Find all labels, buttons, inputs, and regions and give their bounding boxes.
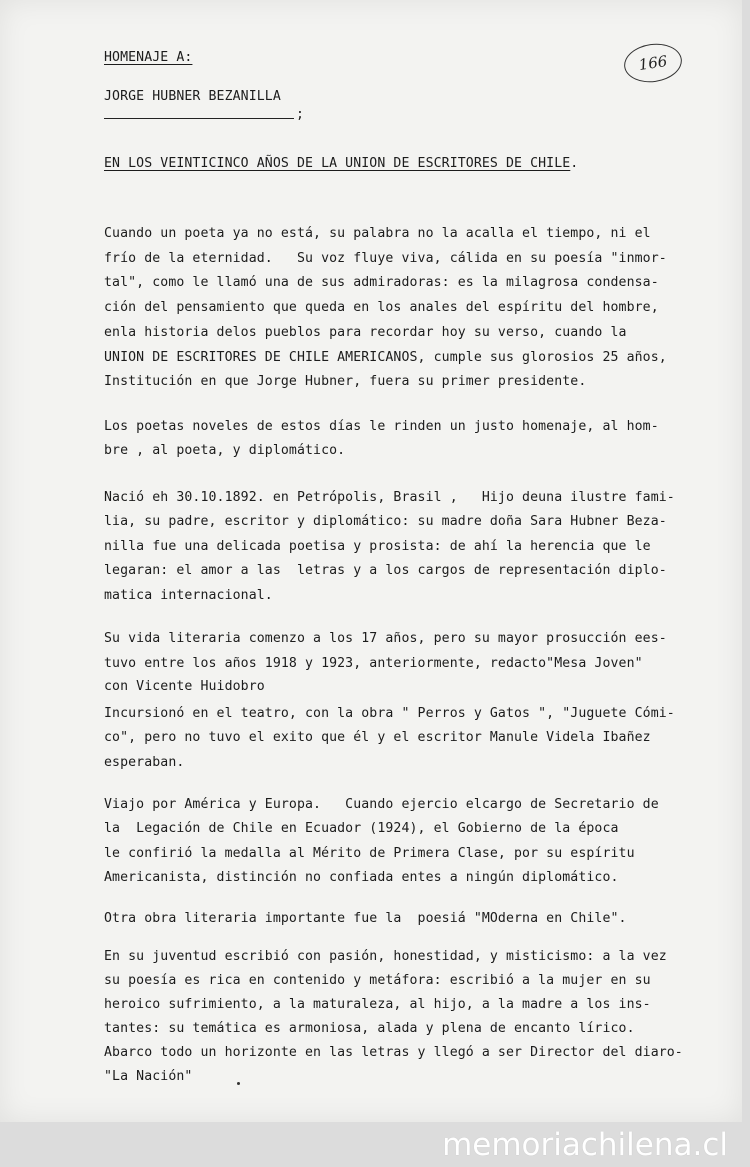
watermark-logo: memoriachilena.cl xyxy=(442,1127,728,1163)
paragraph-2-line: bre , al poeta, y diplomático. xyxy=(104,443,346,458)
paragraph-5-line: esperaban. xyxy=(104,755,185,770)
paragraph-8-line: su poesía es rica en contenido y metáfora: escribió a la mujer en su xyxy=(104,973,651,988)
paragraph-8-line: "La Nación" xyxy=(104,1069,193,1084)
underscore-line xyxy=(104,118,294,119)
paragraph-2-line: Los poetas noveles de estos días le rinden un justo homenaje, al hom- xyxy=(104,419,659,434)
document-title-text: EN LOS VEINTICINCO AÑOS DE LA UNION DE ESCRITORES DE CHILE xyxy=(104,156,571,171)
paragraph-1-line: enla historia delos pueblos para recordar hoy su verso, cuando la xyxy=(104,325,627,340)
paragraph-8-line: Abarco todo un horizonte en las letras y llegó a ser Director del diaro- xyxy=(104,1045,683,1060)
paragraph-6-line: le confirió la medalla al Mérito de Primera Clase, por su espíritu xyxy=(104,846,635,861)
document-header: HOMENAJE A: xyxy=(104,50,193,65)
paragraph-1-line: UNION DE ESCRITORES DE CHILE AMERICANOS, cumple sus glorosios 25 años, xyxy=(104,350,667,365)
paragraph-3-line: lia, su padre, escritor y diplomático: su madre doña Sara Hubner Beza- xyxy=(104,514,667,529)
paragraph-3-line: matica internacional. xyxy=(104,588,273,603)
paragraph-5-line: Incursionó en el teatro, con la obra " Perros y Gatos ", "Juguete Cómi- xyxy=(104,706,675,721)
paragraph-8-line: heroico sufrimiento, a la maturaleza, al hijo, a la madre a los ins- xyxy=(104,997,651,1012)
name-line-end: ; xyxy=(296,107,305,122)
paragraph-6-line: Americanista, distinción no confiada entes a ningún diplomático. xyxy=(104,870,619,885)
paragraph-3-line: legaran: el amor a las letras y a los cargos de representación diplo- xyxy=(104,563,667,578)
paragraph-3-line: Nació eh 30.10.1892. en Petrópolis, Brasil , Hijo deuna ilustre fami- xyxy=(104,490,675,505)
paragraph-7-line: Otra obra literaria importante fue la poesiá "MOderna en Chile". xyxy=(104,911,627,926)
paragraph-8-line: tantes: su temática es armoniosa, alada y plena de encanto lírico. xyxy=(104,1021,635,1036)
paragraph-1-line: Cuando un poeta ya no está, su palabra no la acalla el tiempo, ni el xyxy=(104,226,651,241)
paragraph-6-line: Viajo por América y Europa. Cuando ejercio elcargo de Secretario de xyxy=(104,797,659,812)
paragraph-1-line: frío de la eternidad. Su voz fluye viva, cálida en su poesía "inmor- xyxy=(104,251,667,266)
folio-number: 166 xyxy=(622,40,685,86)
document-title-end: . xyxy=(570,156,579,171)
paragraph-1-line: Institución en que Jorge Hubner, fuera su primer presidente. xyxy=(104,374,587,389)
honoree-name: JORGE HUBNER BEZANILLA xyxy=(104,89,281,104)
paragraph-8-line: En su juventud escribió con pasión, honestidad, y misticismo: a la vez xyxy=(104,949,667,964)
paragraph-5-line: co", pero no tuvo el exito que él y el escritor Manule Videla Ibañez xyxy=(104,730,651,745)
paragraph-4-line: Su vida literaria comenzo a los 17 años, pero su mayor prosucción ees- xyxy=(104,631,667,646)
document-title xyxy=(104,156,578,171)
paragraph-4-line: tuvo entre los años 1918 y 1923, anteriormente, redacto"Mesa Joven" xyxy=(104,656,643,671)
paragraph-3-line: nilla fue una delicada poetisa y prosista: de ahí la herencia que le xyxy=(104,539,651,554)
paragraph-4-line: con Vicente Huidobro xyxy=(104,679,265,694)
paragraph-6-line: la Legación de Chile en Ecuador (1924), el Gobierno de la época xyxy=(104,821,619,836)
paragraph-1-line: tal", como le llamó una de sus admiradoras: es la milagrosa condensa- xyxy=(104,275,659,290)
bullet-mark xyxy=(237,1082,240,1085)
paragraph-1-line: ción del pensamiento que queda en los anales del espíritu del hombre, xyxy=(104,300,659,315)
